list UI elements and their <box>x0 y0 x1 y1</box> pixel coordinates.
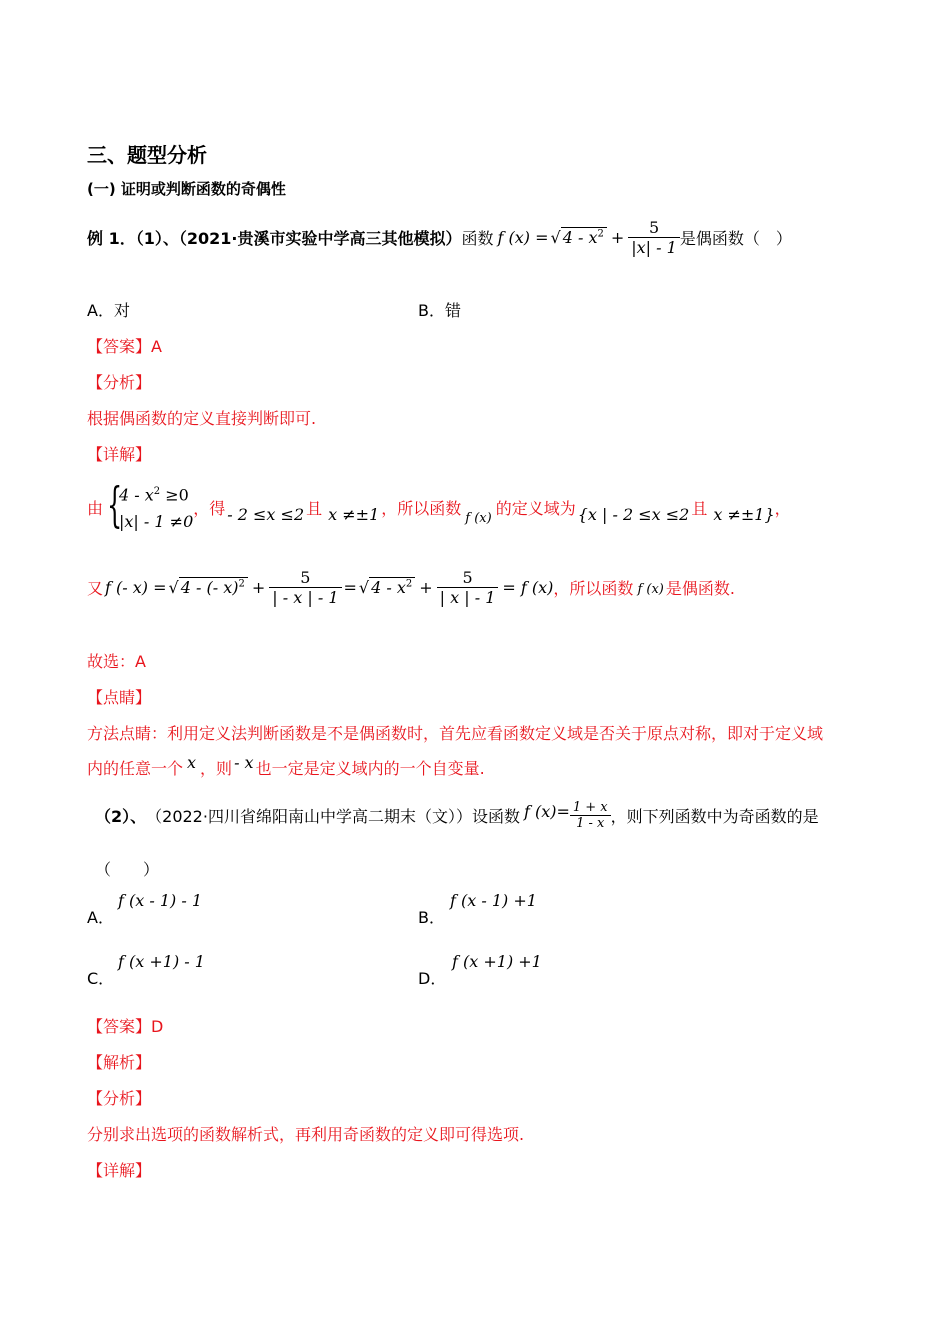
example-1-option-a: A．对 <box>87 301 130 320</box>
example-2-answer: 【答案】D <box>87 1017 164 1036</box>
domain-set-close: x ≠±1} <box>713 504 775 524</box>
example-2-fx: f (x) <box>523 801 557 821</box>
section-title: 三、题型分析 <box>87 143 207 167</box>
example-2-question <box>95 793 819 837</box>
text-you: 由 <box>87 498 104 518</box>
example-1-dianjing-line-2: 内的任意一个 x ，则 - x 也一定是定义域内的一个自变量. <box>87 752 485 778</box>
neq-condition: x ≠±1 <box>328 504 380 524</box>
example-2-label: （2）、 <box>95 806 147 826</box>
example-2-analysis-label: 【分析】 <box>87 1089 152 1108</box>
fx-symbol-2: f (x) <box>637 581 664 597</box>
example-2-tail: ，则下列函数中为奇函数的是 <box>610 806 819 826</box>
var-neg-x: - x <box>234 752 254 772</box>
text-suoyi-2: ，所以函数 <box>553 578 634 598</box>
text-you-2: 又 <box>87 578 104 598</box>
example-2-option-b-label: B． <box>418 908 445 927</box>
example-2-option-c: f (x +1) - 1 <box>118 952 205 971</box>
example-2-detail-label: 【详解】 <box>87 1161 152 1180</box>
example-2-option-d-label: D． <box>418 969 447 988</box>
example-2-source: （2022·四川省绵阳南山中学高二期末（文））设函数 <box>146 806 520 826</box>
example-1-analysis: 根据偶函数的定义直接判断即可. <box>87 409 317 428</box>
var-x: x <box>187 752 197 772</box>
example-2-option-c-label: C． <box>87 969 115 988</box>
example-1-label: 例 1．（1）、（2021·贵溪市实验中学高三其他模拟） <box>87 228 462 248</box>
example-1-suffix: 是偶函数（ ） <box>679 228 792 248</box>
example-1-fraction: $\frac{5}{|x| - 1}$ <box>628 218 680 257</box>
equals-sign: = <box>343 577 357 597</box>
example-1-func-lhs: f (x) = <box>497 227 549 247</box>
text-qie: 且 <box>306 498 323 518</box>
example-1-dianjing-label: 【点睛】 <box>87 688 152 707</box>
example-1-prefix: 函数 <box>461 228 494 248</box>
example-2-option-a: f (x - 1) - 1 <box>118 891 203 910</box>
sqrt-2: √ $4 - x^2$ <box>359 578 415 597</box>
text-even: 是偶函数. <box>665 578 735 598</box>
fx-symbol: f (x) <box>465 510 492 526</box>
example-1-choose: 故选：A <box>87 652 146 671</box>
example-1-detail-label: 【详解】 <box>87 445 152 464</box>
example-1-dianjing-line-1: 方法点睛：利用定义法判断函数是不是偶函数时，首先应看函数定义域是否关于原点对称，即对于定义域 <box>87 724 824 743</box>
text-qie-2: 且 <box>691 498 708 518</box>
sqrt-1: √ 4 - (- x)$^2$ <box>169 578 248 597</box>
domain-set-open: {x | - 2 ≤x ≤2 <box>577 504 690 524</box>
inequality-system: { $4 - x^2 \ge 0$ |x| - 1 ≠0 <box>107 477 194 534</box>
example-2-option-a-label: A． <box>87 908 114 927</box>
subsection-title: (一) 证明或判断函数的奇偶性 <box>87 180 286 198</box>
text-domain: 的定义域为 <box>495 498 576 518</box>
example-1-question <box>87 212 792 262</box>
example-2-jiexi-label: 【解析】 <box>87 1053 152 1072</box>
example-2-paren: （ ） <box>95 860 160 879</box>
example-1-detail-line-1 <box>87 476 791 538</box>
text-comma: ， <box>774 498 791 518</box>
example-2-option-d: f (x +1) +1 <box>452 952 542 971</box>
range-1: - 2 ≤x ≤2 <box>227 504 305 524</box>
example-1-analysis-label: 【分析】 <box>87 373 152 392</box>
equals-fx: = f (x) <box>502 577 554 597</box>
example-2-fraction: $\frac{1 + x}{1 - x}$ <box>570 800 611 831</box>
text-suoyi: ，所以函数 <box>381 498 462 518</box>
text-de: ，得 <box>193 498 226 518</box>
example-1-detail-line-2: 又 f (- x) = √ 4 - (- x)$^2$ + $\frac{5}{| - x | - 1}$ = √ $4 - x^2$ + $\frac{5}{| x | - 1}$ = f (x) ，所以函数 f (x) 是偶函数. <box>87 567 735 607</box>
example-2-option-b: f (x - 1) +1 <box>450 891 537 910</box>
example-1-sqrt: √ $4 - x^2$ <box>550 228 606 247</box>
fraction-1: $\frac{5}{| - x | - 1}$ <box>269 568 341 607</box>
example-2-analysis: 分别求出选项的函数解析式，再利用奇函数的定义即可得选项. <box>87 1125 525 1144</box>
fraction-2: $\frac{5}{| x | - 1}$ <box>437 568 499 607</box>
example-1-option-b: B．错 <box>418 301 461 320</box>
equals-sign: = <box>556 801 570 821</box>
f-neg-x: f (- x) = <box>105 577 167 597</box>
example-1-answer: 【答案】A <box>87 337 162 356</box>
plus-sign: + <box>610 227 625 247</box>
